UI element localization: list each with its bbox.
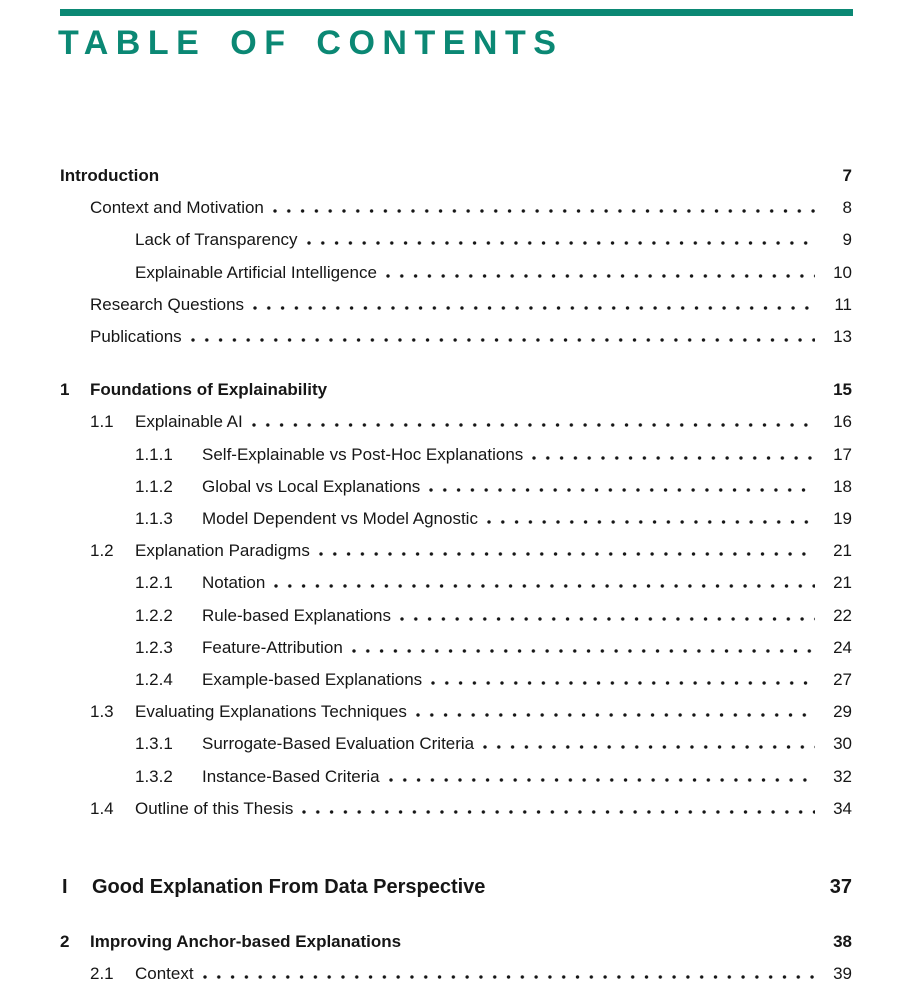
toc-entry-page: 21 (833, 541, 852, 561)
toc-entry-page: 37 (829, 876, 852, 899)
dot-leader (400, 617, 815, 621)
toc-entry[interactable] (60, 471, 852, 503)
toc-entry-page: 29 (833, 702, 852, 722)
toc-entry-number: 1.2 (90, 541, 114, 561)
toc-list (60, 160, 852, 990)
toc-entry[interactable] (60, 632, 852, 664)
toc-entry-number: 1.1.3 (135, 509, 173, 529)
dot-leader (273, 209, 815, 213)
toc-entry[interactable] (60, 289, 852, 321)
toc-entry-number: 1.3.1 (135, 734, 173, 754)
dot-leader (203, 975, 815, 979)
dot-leader (386, 274, 815, 278)
toc-entry-title: Context and Motivation (90, 198, 264, 218)
dot-leader (416, 713, 815, 717)
toc-entry-title: Publications (90, 327, 182, 347)
toc-entry-title: Outline of this Thesis (135, 798, 294, 818)
toc-entry-page: 7 (842, 166, 852, 185)
toc-entry-page: 34 (833, 798, 852, 818)
toc-entry-number: 1.1 (90, 412, 114, 432)
toc-entry[interactable] (60, 926, 852, 958)
dot-leader (389, 778, 815, 782)
toc-entry-number: 2.1 (90, 964, 114, 984)
toc-entry[interactable] (60, 192, 852, 224)
toc-entry-page: 19 (833, 509, 852, 529)
toc-entry-page: 30 (833, 734, 852, 754)
dot-leader (429, 488, 815, 492)
toc-entry-title: Evaluating Explanations Techniques (135, 702, 407, 722)
toc-entry-number: 1.3.2 (135, 766, 173, 786)
toc-entry-title: Model Dependent vs Model Agnostic (202, 509, 478, 529)
toc-entry[interactable] (60, 160, 852, 192)
toc-entry[interactable] (60, 321, 852, 353)
toc-entry-page: 27 (833, 670, 852, 690)
toc-entry[interactable] (60, 696, 852, 728)
toc-entry-title: Example-based Explanations (202, 670, 423, 690)
toc-entry-title: Foundations of Explainability (90, 380, 328, 400)
dot-leader (352, 649, 815, 653)
toc-entry-title: Self-Explainable vs Post-Hoc Explanations (202, 444, 524, 464)
toc-entry[interactable] (60, 761, 852, 793)
toc-entry[interactable] (60, 224, 852, 256)
toc-entry-title: Introduction (60, 166, 160, 185)
toc-entry-number: 1 (60, 380, 70, 400)
toc-entry[interactable] (60, 567, 852, 599)
dot-leader (483, 745, 815, 749)
toc-entry-title: Notation (202, 573, 266, 593)
toc-entry-title: Lack of Transparency (135, 230, 298, 250)
toc-entry[interactable] (60, 503, 852, 535)
toc-entry-page: 10 (833, 262, 852, 282)
toc-entry-title: Improving Anchor-based Explanations (90, 932, 402, 952)
toc-entry-page: 38 (833, 932, 852, 952)
toc-entry[interactable] (60, 664, 852, 696)
toc-entry-page: 39 (833, 964, 852, 984)
toc-entry-page: 11 (834, 294, 852, 314)
toc-entry-title: Instance-Based Criteria (202, 766, 380, 786)
page-title: TABLE OF CONTENTS (58, 24, 564, 62)
toc-entry[interactable] (60, 793, 852, 825)
toc-entry[interactable] (60, 439, 852, 471)
toc-entry-number: 1.3 (90, 702, 114, 722)
toc-entry-title: Explanation Paradigms (135, 541, 310, 561)
toc-entry-page: 13 (833, 327, 852, 347)
toc-entry-number: 1.1.2 (135, 476, 173, 496)
toc-entry-number: 1.2.3 (135, 637, 173, 657)
toc-entry[interactable] (60, 257, 852, 289)
toc-entry-number: 1.1.1 (135, 444, 173, 464)
toc-entry-title: Global vs Local Explanations (202, 476, 421, 496)
toc-entry-page: 18 (833, 476, 852, 496)
toc-entry[interactable] (60, 869, 852, 905)
toc-entry[interactable] (60, 406, 852, 438)
dot-leader (487, 520, 815, 524)
toc-entry-page: 24 (833, 637, 852, 657)
toc-entry-number: 1.2.4 (135, 670, 173, 690)
toc-entry-number: I (62, 876, 68, 899)
dot-leader (307, 241, 815, 245)
toc-entry[interactable] (60, 728, 852, 760)
toc-entry-page: 32 (833, 766, 852, 786)
toc-entry-title: Good Explanation From Data Perspective (92, 876, 486, 899)
toc-entry-title: Feature-Attribution (202, 637, 343, 657)
dot-leader (431, 681, 815, 685)
toc-entry[interactable] (60, 958, 852, 990)
toc-entry-number: 2 (60, 932, 70, 952)
dot-leader (302, 810, 815, 814)
toc-entry-number: 1.2.2 (135, 605, 173, 625)
toc-entry-title: Explainable Artificial Intelligence (135, 262, 377, 282)
toc-entry-title: Surrogate-Based Evaluation Criteria (202, 734, 475, 754)
dot-leader (253, 306, 815, 310)
dot-leader (252, 423, 815, 427)
toc-entry-title: Context (135, 964, 194, 984)
toc-entry-page: 15 (833, 380, 852, 400)
toc-entry-title: Explainable AI (135, 412, 243, 432)
toc-entry-page: 22 (833, 605, 852, 625)
dot-leader (532, 456, 815, 460)
toc-entry-page: 8 (842, 198, 852, 218)
accent-rule (60, 9, 853, 16)
toc-entry[interactable] (60, 374, 852, 406)
toc-entry-number: 1.4 (90, 798, 114, 818)
toc-entry-page: 21 (833, 573, 852, 593)
dot-leader (191, 338, 815, 342)
toc-entry-number: 1.2.1 (135, 573, 173, 593)
dot-leader (319, 552, 815, 556)
toc-entry-page: 17 (833, 444, 852, 464)
toc-entry[interactable] (60, 600, 852, 632)
toc-entry-page: 9 (842, 230, 852, 250)
toc-entry[interactable] (60, 535, 852, 567)
toc-entry-title: Research Questions (90, 294, 245, 314)
dot-leader (274, 584, 815, 588)
toc-entry-page: 16 (833, 412, 852, 432)
toc-entry-title: Rule-based Explanations (202, 605, 392, 625)
